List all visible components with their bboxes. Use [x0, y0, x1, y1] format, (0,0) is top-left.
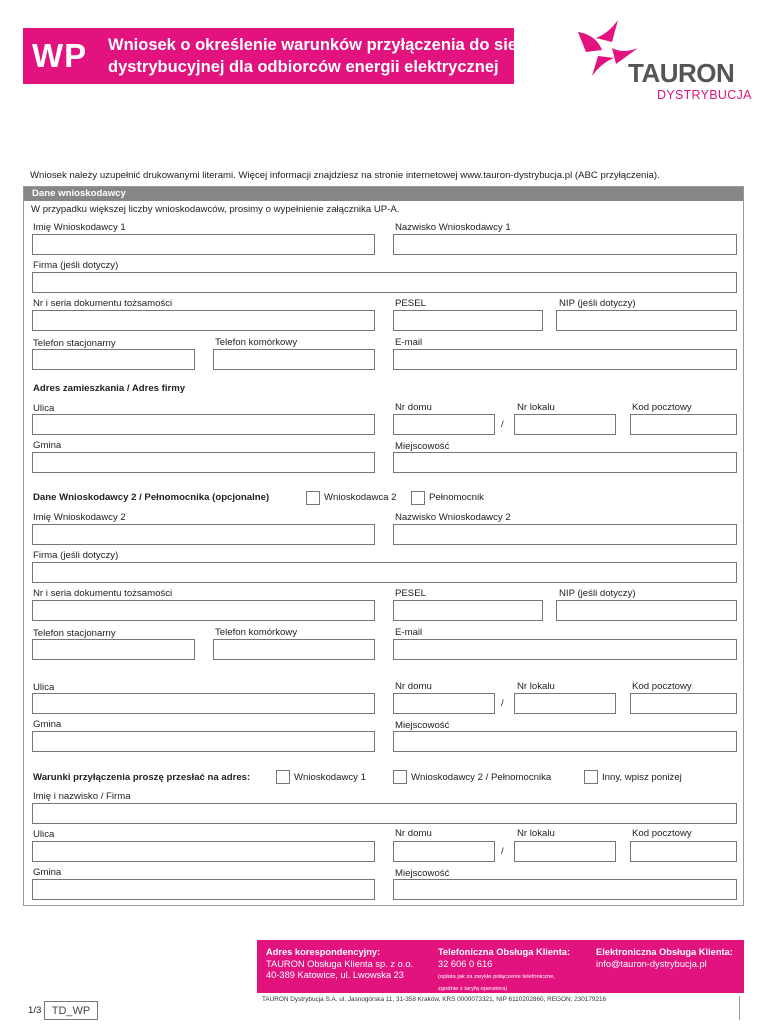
contact-footer [257, 940, 744, 993]
label-street-1: Ulica [33, 403, 55, 414]
street-1-input[interactable] [32, 414, 375, 435]
page-number: 1/3 [28, 1005, 42, 1016]
email-1-input[interactable] [393, 349, 737, 370]
commune-3-input[interactable] [32, 879, 375, 900]
address-title: Adres zamieszkania / Adres firmy [33, 383, 186, 394]
last-name-1-input[interactable] [393, 234, 737, 255]
label-commune-3: Gmina [33, 867, 62, 878]
nip-2-input[interactable] [556, 600, 737, 621]
label-city-1: Miejscowość [395, 441, 450, 452]
last-name-2-input[interactable] [393, 524, 737, 545]
form-title-line1: Wniosek o określenie warunków przyłączenia do sieci [108, 36, 531, 54]
email-support-address[interactable]: info@tauron-dystrybucja.pl [596, 958, 707, 969]
flat-no-2-input[interactable] [514, 693, 616, 714]
label-postal-2: Kod pocztowy [632, 681, 692, 692]
commune-1-input[interactable] [32, 452, 375, 473]
correspondence-title: Adres korespondencyjny: [266, 947, 381, 957]
phone-2-input[interactable] [32, 639, 195, 660]
label-id-doc-2: Nr i seria dokumentu tożsamości [33, 588, 173, 599]
logo-subtitle: DYSTRYBUCJA [657, 88, 752, 102]
send-to-other-checkbox[interactable] [584, 770, 598, 784]
phone-support-number: 32 606 0 616 [438, 958, 493, 969]
company-1-input[interactable] [32, 272, 737, 293]
label-first-name-1: Imię Wnioskodawcy 1 [33, 222, 126, 233]
label-pesel-1: PESEL [395, 298, 426, 309]
label-flat-no-2: Nr lokalu [517, 681, 555, 692]
correspondence-line1: TAURON Obsługa Klienta sp. z o.o. [266, 958, 414, 969]
email-support-title: Elektroniczna Obsługa Klienta: [596, 947, 733, 957]
form-title-line2: dystrybucyjnej dla odbiorców energii elektrycznej [108, 58, 499, 76]
label-mobile-2: Telefon komórkowy [215, 627, 298, 638]
city-2-input[interactable] [393, 731, 737, 752]
company-2-input[interactable] [32, 562, 737, 583]
postal-2-input[interactable] [630, 693, 737, 714]
applicant2-label: Wnioskodawca 2 [324, 492, 397, 503]
proxy-checkbox[interactable] [411, 491, 425, 505]
tauron-logo [570, 18, 750, 108]
applicant2-checkbox[interactable] [306, 491, 320, 505]
legal-footer: TAURON Dystrybucja S.A. ul. Jasnogórska 11, 31-358 Kraków, KRS 0000073321, NIP 6110202860, REGON: 230179216 [262, 996, 607, 1003]
send-to-applicant2-checkbox[interactable] [393, 770, 407, 784]
slash-1: / [501, 419, 504, 430]
slash-2: / [501, 698, 504, 709]
id-doc-1-input[interactable] [32, 310, 375, 331]
slash-3: / [501, 846, 504, 857]
label-company-1: Firma (jeśli dotyczy) [33, 260, 119, 271]
phone-1-input[interactable] [32, 349, 195, 370]
nip-1-input[interactable] [556, 310, 737, 331]
correspondence-line2: 40-389 Katowice, ul. Lwowska 23 [266, 970, 404, 980]
house-no-3-input[interactable] [393, 841, 495, 862]
email-block [596, 947, 733, 970]
first-name-1-input[interactable] [32, 234, 375, 255]
flat-no-1-input[interactable] [514, 414, 616, 435]
id-doc-2-input[interactable] [32, 600, 375, 621]
phone-support-note2: zgodnie z taryfą operatora) [438, 985, 508, 992]
send-to-applicant1-checkbox[interactable] [276, 770, 290, 784]
label-pesel-2: PESEL [395, 588, 426, 599]
mobile-2-input[interactable] [213, 639, 375, 660]
label-id-doc-1: Nr i seria dokumentu tożsamości [33, 298, 173, 309]
label-company-2: Firma (jeśli dotyczy) [33, 550, 119, 561]
house-no-2-input[interactable] [393, 693, 495, 714]
phone-support-title: Telefoniczna Obsługa Klienta: [438, 947, 571, 957]
label-phone-1: Telefon stacjonarny [33, 338, 116, 349]
street-3-input[interactable] [32, 841, 375, 862]
label-postal-3: Kod pocztowy [632, 828, 692, 839]
label-flat-no-3: Nr lokalu [517, 828, 555, 839]
logo-wordmark: TAURON [628, 58, 735, 88]
label-mobile-1: Telefon komórkowy [215, 337, 298, 348]
street-2-input[interactable] [32, 693, 375, 714]
label-name-3: Imię i nazwisko / Firma [33, 791, 131, 802]
label-email-1: E-mail [395, 337, 423, 348]
intro-text: Wniosek należy uzupełnić drukowanymi literami. Więcej informacji znajdziesz na stronie internetowej www.tauron-dystrybucja.pl (ABC przyłączenia). [30, 170, 660, 181]
label-email-2: E-mail [395, 627, 423, 638]
name-3-input[interactable] [32, 803, 737, 824]
send-to-applicant2-label: Wnioskodawcy 2 / Pełnomocnika [411, 772, 552, 783]
mobile-1-input[interactable] [213, 349, 375, 370]
label-street-2: Ulica [33, 682, 55, 693]
first-name-2-input[interactable] [32, 524, 375, 545]
flat-no-3-input[interactable] [514, 841, 616, 862]
pesel-1-input[interactable] [393, 310, 543, 331]
house-no-1-input[interactable] [393, 414, 495, 435]
label-flat-no-1: Nr lokalu [517, 402, 555, 413]
label-last-name-2: Nazwisko Wnioskodawcy 2 [395, 512, 511, 523]
section-title: Dane wnioskodawcy [24, 187, 743, 201]
proxy-label: Pełnomocnik [429, 492, 484, 503]
form-code: WP [32, 37, 88, 74]
label-phone-2: Telefon stacjonarny [33, 628, 116, 639]
phone-block [438, 947, 570, 993]
send-to-applicant1-label: Wnioskodawcy 1 [294, 772, 366, 783]
label-house-no-3: Nr domu [395, 828, 432, 839]
label-commune-1: Gmina [33, 440, 62, 451]
label-nip-1: NIP (jeśli dotyczy) [559, 298, 636, 309]
correspondence-block [266, 947, 413, 982]
label-house-no-2: Nr domu [395, 681, 432, 692]
city-1-input[interactable] [393, 452, 737, 473]
section2-title: Dane Wnioskodawcy 2 / Pełnomocnika (opcjonalne) [33, 492, 270, 503]
phone-support-note1: (opłata jak za zwykłe połączenie telefoniczne, [438, 974, 555, 980]
form-code-box: TD_WP [44, 1001, 98, 1020]
send-to-other-label: Inny, wpisz poniżej [602, 772, 682, 783]
footer-divider [739, 996, 740, 1020]
label-city-3: Miejscowość [395, 868, 450, 879]
label-postal-1: Kod pocztowy [632, 402, 692, 413]
form-header [23, 28, 531, 84]
section3-title: Warunki przyłączenia proszę przesłać na adres: [33, 772, 251, 783]
postal-3-input[interactable] [630, 841, 737, 862]
section-note: W przypadku większej liczby wnioskodawców, prosimy o wypełnienie załącznika UP-A. [31, 204, 400, 215]
label-commune-2: Gmina [33, 719, 62, 730]
label-first-name-2: Imię Wnioskodawcy 2 [33, 512, 126, 523]
form-frame [23, 186, 744, 906]
label-city-2: Miejscowość [395, 720, 450, 731]
postal-1-input[interactable] [630, 414, 737, 435]
commune-2-input[interactable] [32, 731, 375, 752]
email-2-input[interactable] [393, 639, 737, 660]
city-3-input[interactable] [393, 879, 737, 900]
label-street-3: Ulica [33, 829, 55, 840]
label-last-name-1: Nazwisko Wnioskodawcy 1 [395, 222, 511, 233]
pesel-2-input[interactable] [393, 600, 543, 621]
label-house-no-1: Nr domu [395, 402, 432, 413]
label-nip-2: NIP (jeśli dotyczy) [559, 588, 636, 599]
